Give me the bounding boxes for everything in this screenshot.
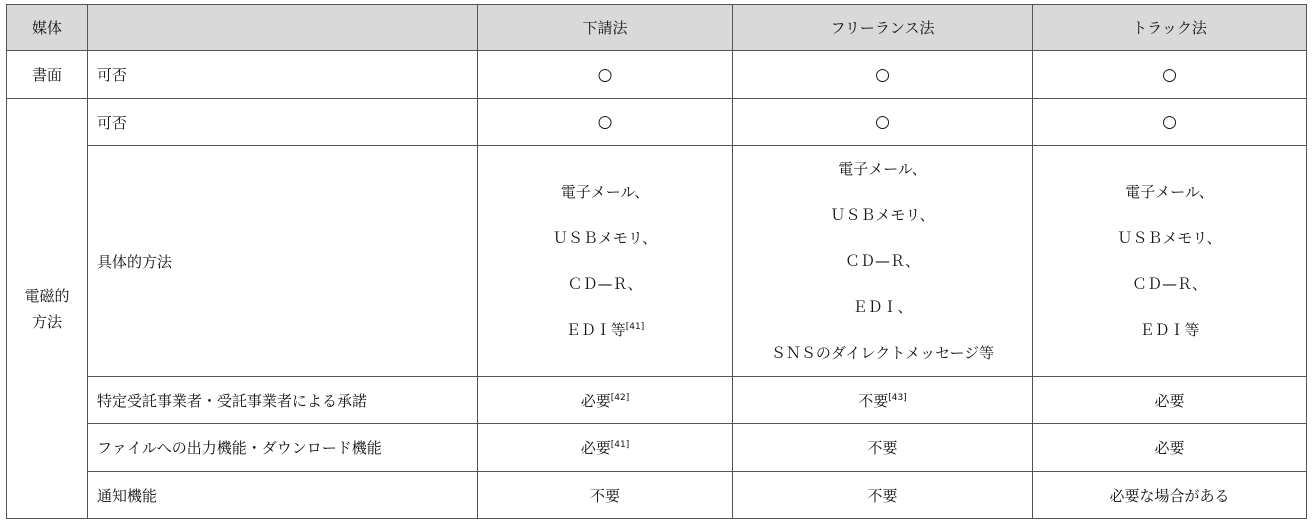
footnote-ref: [41] [610,440,630,450]
row-label-paper-availability: 可否 [88,51,478,99]
media-electronic-line2: 方法 [31,312,62,331]
methods-c3-list [1033,169,1306,353]
list-item-text: ＥＤＩ等 [565,321,626,339]
list-item [566,307,645,353]
list-item: ＣＤ—Ｒ、 [567,275,643,293]
cell-text: 必要 [580,439,611,457]
cell-notification-c1: 不要 [478,472,733,519]
cell-paper-c2: ○ [733,51,1033,99]
list-item: ＵＳＢメモリ、 [552,229,658,247]
cell-electronic-availability-c2: ○ [733,99,1033,146]
list-item: ＣＤ—Ｒ、 [844,252,920,270]
header-subcontract-act: 下請法 [478,5,733,51]
cell-electronic-availability-c3: ○ [1033,99,1307,146]
methods-c1-list [478,169,732,353]
list-item: ＥＤＩ等 [1139,321,1200,339]
cell-paper-c3: ○ [1033,51,1307,99]
list-item: 電子メール、 [1125,183,1214,201]
row-label-electronic-availability: 可否 [88,99,478,146]
row-label-notification: 通知機能 [88,472,478,519]
cell-electronic-availability-c1: ○ [478,99,733,146]
table-row-paper [7,51,1307,99]
row-label-consent: 特定受託事業者・受託事業者による承諾 [88,377,478,424]
row-label-methods: 具体的方法 [88,146,478,377]
list-item: 電子メール、 [560,183,650,201]
cell-methods-c1 [478,146,733,377]
footnote-ref: [42] [610,392,630,403]
cell-methods-c2 [733,146,1033,377]
media-paper: 書面 [7,51,88,99]
cell-consent-c1 [478,377,733,424]
list-item: 電子メール、 [838,160,927,178]
footnote-ref: [41] [625,322,645,332]
cell-notification-c2: 不要 [733,472,1033,519]
media-electronic-line1: 電磁的 [24,286,70,305]
header-truck-act: トラック法 [1033,5,1307,51]
media-electronic [7,99,88,519]
header-media: 媒体 [7,5,88,51]
comparison-table [6,4,1307,519]
cell-consent-c3: 必要 [1033,377,1307,424]
cell-text: 不要 [858,391,889,410]
cell-paper-c1: ○ [478,51,733,99]
table-row-methods [7,146,1307,377]
list-item: ＥＤＩ、 [852,298,913,316]
table-row-download [7,424,1307,472]
list-item: ＣＤ—Ｒ、 [1131,275,1207,293]
header-blank [88,5,478,51]
row-label-download: ファイルへの出力機能・ダウンロード機能 [88,424,478,472]
table-row-notification [7,472,1307,519]
header-row [7,5,1307,51]
footnote-ref: [43] [888,392,907,403]
table-row-electronic-availability [7,99,1307,146]
list-item: ＳＮＳのダイレクトメッセージ等 [770,344,995,362]
cell-download-c3: 必要 [1033,424,1307,472]
cell-consent-c2 [733,377,1033,424]
table-row-consent [7,377,1307,424]
cell-download-c2: 不要 [733,424,1033,472]
methods-c2-list [733,146,1032,376]
header-freelance-act: フリーランス法 [733,5,1033,51]
cell-methods-c3 [1033,146,1307,377]
cell-download-c1 [478,424,733,472]
list-item: ＵＳＢメモリ、 [1117,229,1222,247]
cell-notification-c3: 必要な場合がある [1033,472,1307,519]
cell-text: 必要 [580,391,611,410]
list-item: ＵＳＢメモリ、 [830,206,935,224]
